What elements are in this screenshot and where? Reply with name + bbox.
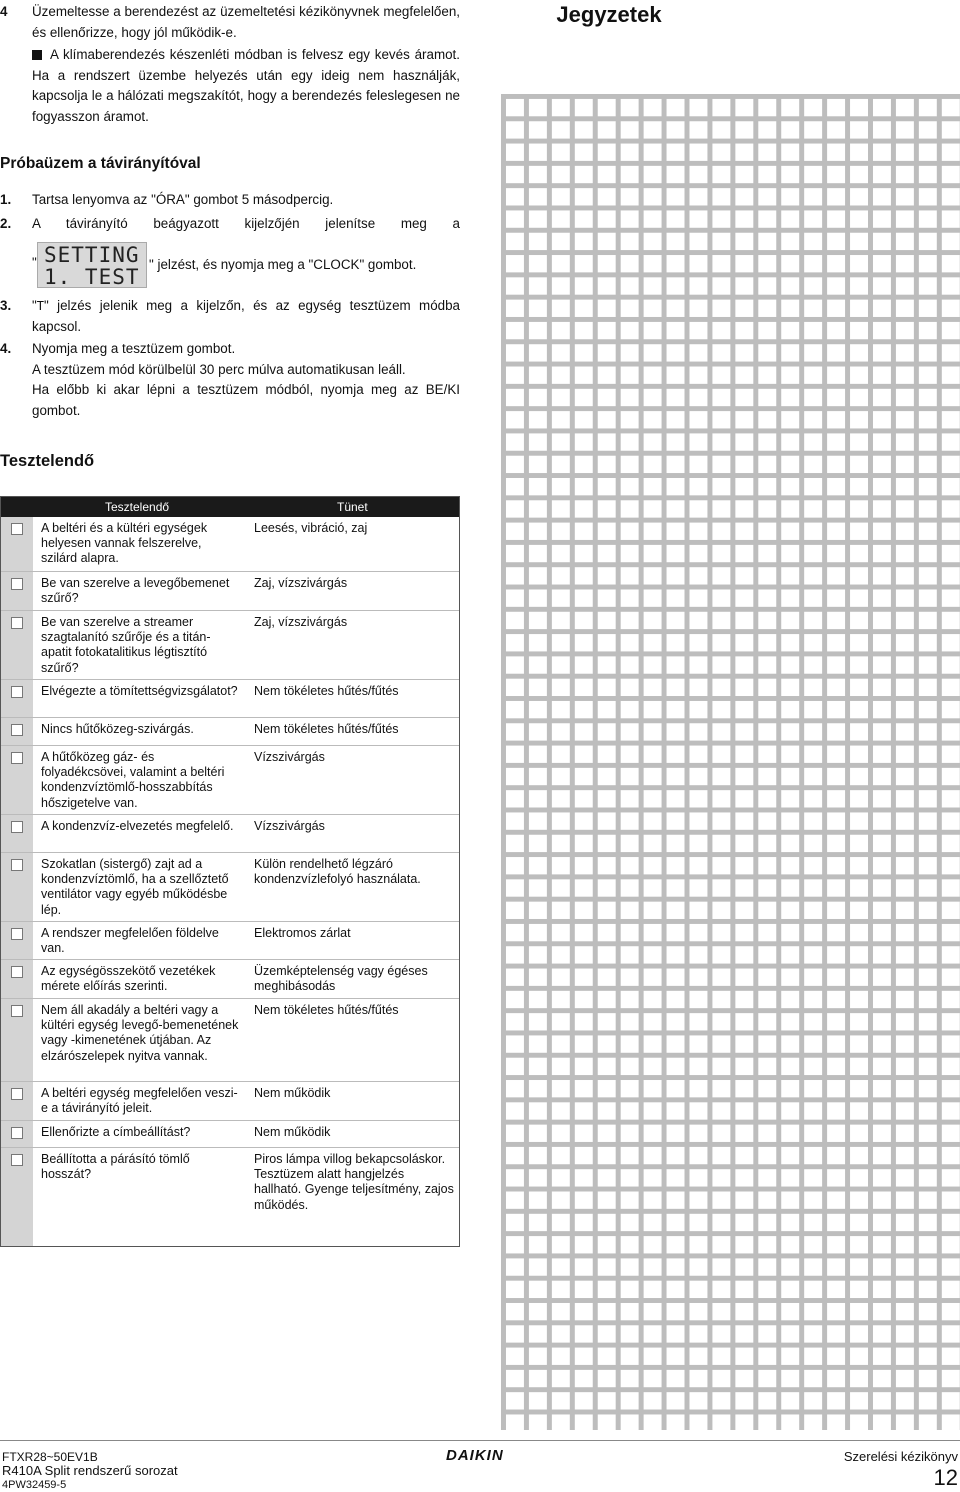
item-text: A beltéri és a kültéri egységek helyesen vannak felszerelve, szilárd alapra. (41, 521, 208, 566)
daikin-logo: DAIKIN (446, 1447, 504, 1464)
item-text: A rendszer megfelelően földelve van. (41, 926, 219, 956)
item-text: A beltéri egység megfelelően veszi-e a távirányító jeleit. (41, 1086, 238, 1116)
checkbox[interactable] (11, 578, 23, 590)
symptom-text: Nem tökéletes hűtés/fűtés (254, 1003, 399, 1017)
step-text: Üzemeltesse a berendezést az üzemeltetési kézikönyvnek megfelelően, és ellenőrizze, hogy jól működik-e. (32, 4, 460, 40)
item-text: Az egységösszekötő vezetékek mérete előírás szerinti. (41, 964, 216, 994)
test-step-3 (0, 296, 460, 338)
series-name: R410A Split rendszerű sorozat (2, 1463, 178, 1478)
checkbox[interactable] (11, 859, 23, 871)
bullet-text: A klímaberendezés készenléti módban is felvesz egy kevés áramot. Ha a rendszert üzembe helyezés után egy ideig nem használják, kapcsolja le a hálózati megszakítót, hogy a berendezés feleslegesen ne fogyasszon áramot. (32, 47, 460, 124)
item-text: Nincs hűtőközeg-szivárgás. (41, 722, 194, 736)
table-row (1, 814, 459, 853)
checkbox[interactable] (11, 752, 23, 764)
step-4-line-2: A tesztüzem mód körülbelül 30 perc múlva automatikusan leáll. (32, 362, 406, 377)
symptom-text: Külön rendelhető légzáró kondenzvízlefolyó használata. (254, 857, 421, 887)
checkbox[interactable] (11, 1088, 23, 1100)
step-number: 2. (0, 216, 12, 231)
table-row (1, 852, 459, 922)
item-text: Be van szerelve a levegőbemenet szűrő? (41, 576, 230, 606)
item-text: A kondenzvíz-elvezetés megfelelő. (41, 819, 234, 833)
checkbox[interactable] (11, 617, 23, 629)
checkbox[interactable] (11, 1154, 23, 1166)
item-text: Nem áll akadály a beltéri vagy a kültéri egység levegő-bemenetének vagy -kimenetének útjában. Az elzárószelepek nyitva vannak. (41, 1003, 239, 1063)
symptom-text: Zaj, vízszivárgás (254, 576, 348, 590)
test-mode-symbol-icon: T (36, 299, 44, 313)
table-row (1, 921, 459, 960)
table-row (1, 998, 459, 1082)
item-text: Be van szerelve a streamer szagtalanító szűrője és a titán-apatit fotokatalitikus légtisztító szűrő? (41, 615, 211, 675)
step-2-continuation: " jelzést, és nyomja meg a "CLOCK" gombot. (149, 257, 417, 272)
checkbox[interactable] (11, 523, 23, 535)
checkbox[interactable] (11, 821, 23, 833)
symptom-text: Vízszivárgás (254, 819, 325, 833)
notes-heading: Jegyzetek (556, 2, 662, 27)
step-text: Tartsa lenyomva az "ÓRA" gombot 5 másodpercig. (32, 192, 334, 207)
table-row (1, 679, 459, 718)
intro-step-4 (0, 2, 460, 44)
step-number: 3. (0, 298, 12, 313)
symptom-text: Nem tökéletes hűtés/fűtés (254, 684, 399, 698)
footer-divider (0, 1440, 960, 1441)
item-text: Elvégezte a tömítettségvizsgálatot? (41, 684, 238, 698)
item-text: A hűtőközeg gáz- és folyadékcsövei, valamint a beltéri kondenzvíztömlő-hosszabbítás hőszigetelve van. (41, 750, 225, 810)
manual-title: Szerelési kézikönyv (843, 1449, 958, 1464)
checkbox[interactable] (11, 966, 23, 978)
step-3-text: " jelzés jelenik meg a kijelzőn, és az egység tesztüzem módba kapcsol. (32, 298, 460, 334)
step-text (32, 296, 460, 337)
symptom-text: Nem működik (254, 1125, 331, 1139)
table-header (1, 497, 459, 517)
quote-open: " (32, 255, 37, 270)
symptom-text: Üzemképtelenség vagy égéses meghibásodás (254, 964, 428, 994)
table-row (1, 1081, 459, 1121)
page-number: 12 (933, 1465, 958, 1490)
document-number: 4PW32459-5 (2, 1479, 67, 1491)
symptom-text: Piros lámpa villog bekapcsoláskor. Tesztüzem alatt hangjelzés hallható. Gyenge teljesítmény, zajos működés. (254, 1152, 454, 1212)
lcd-line-1: SETTING (44, 243, 140, 267)
checkbox[interactable] (11, 928, 23, 940)
lcd-display (37, 242, 147, 288)
table-row (1, 959, 459, 999)
symptom-text: Nem működik (254, 1086, 331, 1100)
checklist-heading: Tesztelendő (0, 452, 95, 470)
step-number: 1. (0, 192, 12, 207)
symptom-text: Zaj, vízszivárgás (254, 615, 348, 629)
table-row (1, 571, 459, 611)
step-4-line-1: Nyomja meg a tesztüzem gombot. (32, 341, 236, 356)
checklist-table (0, 496, 460, 1247)
item-text: Ellenőrizte a címbeállítást? (41, 1125, 191, 1139)
column-header-symptom: Tünet (337, 500, 368, 514)
step-4-line-3: Ha előbb ki akar lépni a tesztüzem módból, nyomja meg az BE/KI gombot. (32, 382, 460, 418)
standby-power-note (32, 45, 460, 127)
table-row (1, 745, 459, 815)
step-number: 4 (0, 4, 8, 19)
table-row (1, 717, 459, 746)
table-row (1, 1120, 459, 1148)
step-text: A távirányító beágyazott kijelzőjén jelenítse meg a (32, 216, 460, 231)
test-run-heading: Próbaüzem a távirányítóval (0, 155, 201, 172)
quote-open: " (32, 298, 37, 313)
table-row (1, 610, 459, 680)
checkbox[interactable] (11, 724, 23, 736)
column-header-item: Tesztelendő (105, 500, 170, 514)
item-text: Beállította a párásító tömlő hosszát? (41, 1152, 190, 1182)
model-code: FTXR28~50EV1B (2, 1450, 98, 1464)
symptom-text: Nem tökéletes hűtés/fűtés (254, 722, 399, 736)
symptom-text: Vízszivárgás (254, 750, 325, 764)
checkbox[interactable] (11, 1005, 23, 1017)
item-text: Szokatlan (sistergő) zajt ad a kondenzvíztömlő, ha a szellőztető ventilátor vagy egyéb működésbe lép. (41, 857, 229, 917)
table-row (1, 517, 459, 571)
checkbox[interactable] (11, 1127, 23, 1139)
lcd-line-2: 1. TEST (44, 265, 140, 289)
table-row (1, 1147, 459, 1247)
checkbox[interactable] (11, 686, 23, 698)
notes-grid (501, 94, 960, 1430)
bullet-square-icon (32, 50, 42, 60)
symptom-text: Elektromos zárlat (254, 926, 351, 940)
symptom-text: Leesés, vibráció, zaj (254, 521, 368, 535)
step-number: 4. (0, 341, 12, 356)
